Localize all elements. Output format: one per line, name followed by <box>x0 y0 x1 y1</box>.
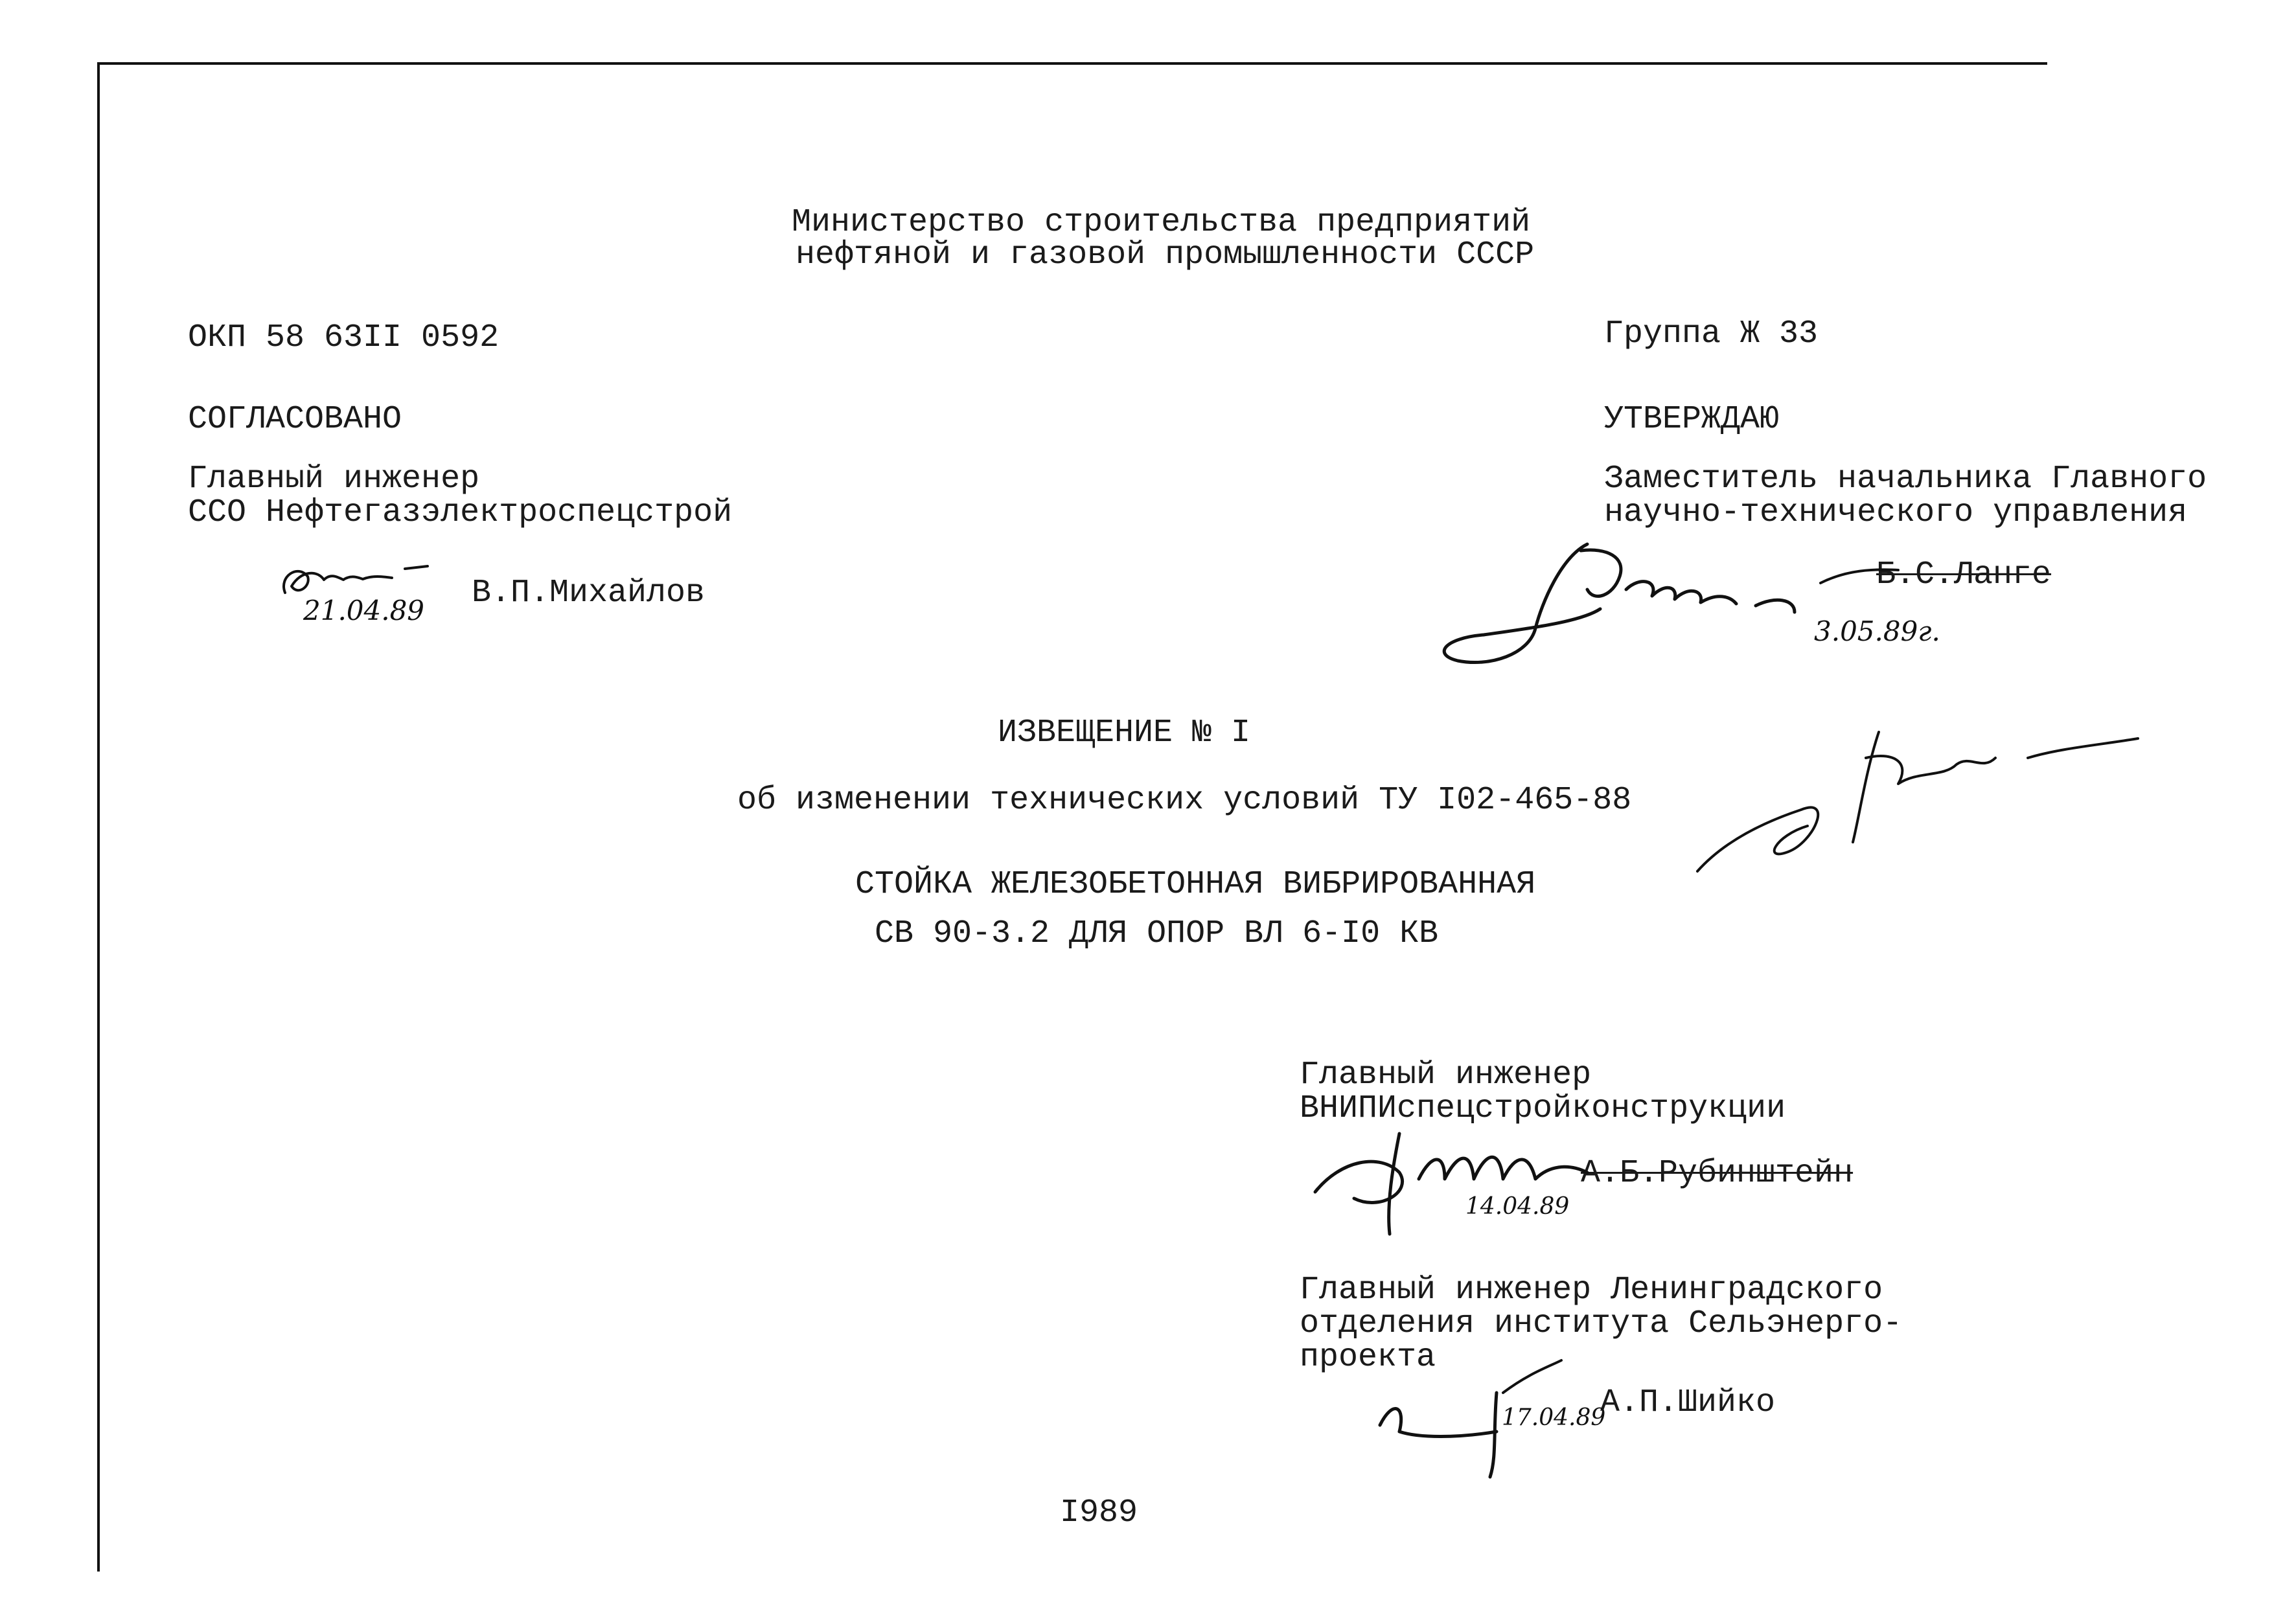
agreed-title: СОГЛАСОВАНО <box>188 401 402 438</box>
approved-title: УТВЕРЖДАЮ <box>1604 401 1780 438</box>
ministry-line-2: нефтяной и газовой промышленности СССР <box>796 236 1535 273</box>
agreed-position-line-1: Главный инженер <box>188 461 480 497</box>
product-line-1: СТОЙКА ЖЕЛЕЗОБЕТОННАЯ ВИБРИРОВАННАЯ <box>855 866 1536 903</box>
vniips-date: 14.04.89 <box>1465 1193 1570 1220</box>
ministry-line-1: Министерство строительства предприятий <box>792 204 1531 241</box>
group-code: Группа Ж 33 <box>1604 315 1819 352</box>
lenin-position-line-3: проекта <box>1300 1339 1436 1376</box>
agreed-position-line-2: ССО Нефтегазэлектроспецстрой <box>188 494 733 531</box>
approved-signature-icon <box>1432 531 1898 680</box>
approved-position-line-1: Заместитель начальника Главного <box>1604 461 2207 497</box>
lenin-date: 17.04.89 <box>1502 1404 1606 1431</box>
approved-position-line-2: научно-технического управления <box>1604 494 2188 531</box>
footer-year: I989 <box>1060 1494 1138 1531</box>
notice-subtitle: об изменении технических условий ТУ I02-465-88 <box>737 782 1632 819</box>
approved-date: 3.05.89г. <box>1814 615 1940 647</box>
agreed-date: 21.04.89 <box>303 595 425 626</box>
vniips-position-line-1: Главный инженер <box>1300 1057 1592 1093</box>
marginal-signature-icon <box>1684 713 2151 881</box>
vniips-signature-icon <box>1302 1114 1607 1244</box>
okp-code: ОКП 58 63II 0592 <box>188 319 499 356</box>
frame-top-border <box>97 62 2047 65</box>
approved-signer-name: Б.С.Ланге <box>1876 556 2052 593</box>
frame-left-border <box>97 62 100 1572</box>
lenin-position-line-1: Главный инженер Ленинградского <box>1300 1272 1883 1309</box>
lenin-signer-name: А.П.Шийко <box>1600 1384 1776 1421</box>
product-line-2: СВ 90-3.2 ДЛЯ ОПОР ВЛ 6-I0 КВ <box>875 915 1439 952</box>
lenin-position-line-2: отделения института Сельэнерго- <box>1300 1305 1903 1342</box>
vniips-signer-name: А.Б.Рубинштейн <box>1581 1155 1854 1192</box>
agreed-signer-name: В.П.Михайлов <box>472 575 706 612</box>
vniips-position-line-2: ВНИПИспецстройконструкции <box>1300 1090 1786 1127</box>
notice-title: ИЗВЕЩЕНИЕ № I <box>998 715 1251 751</box>
